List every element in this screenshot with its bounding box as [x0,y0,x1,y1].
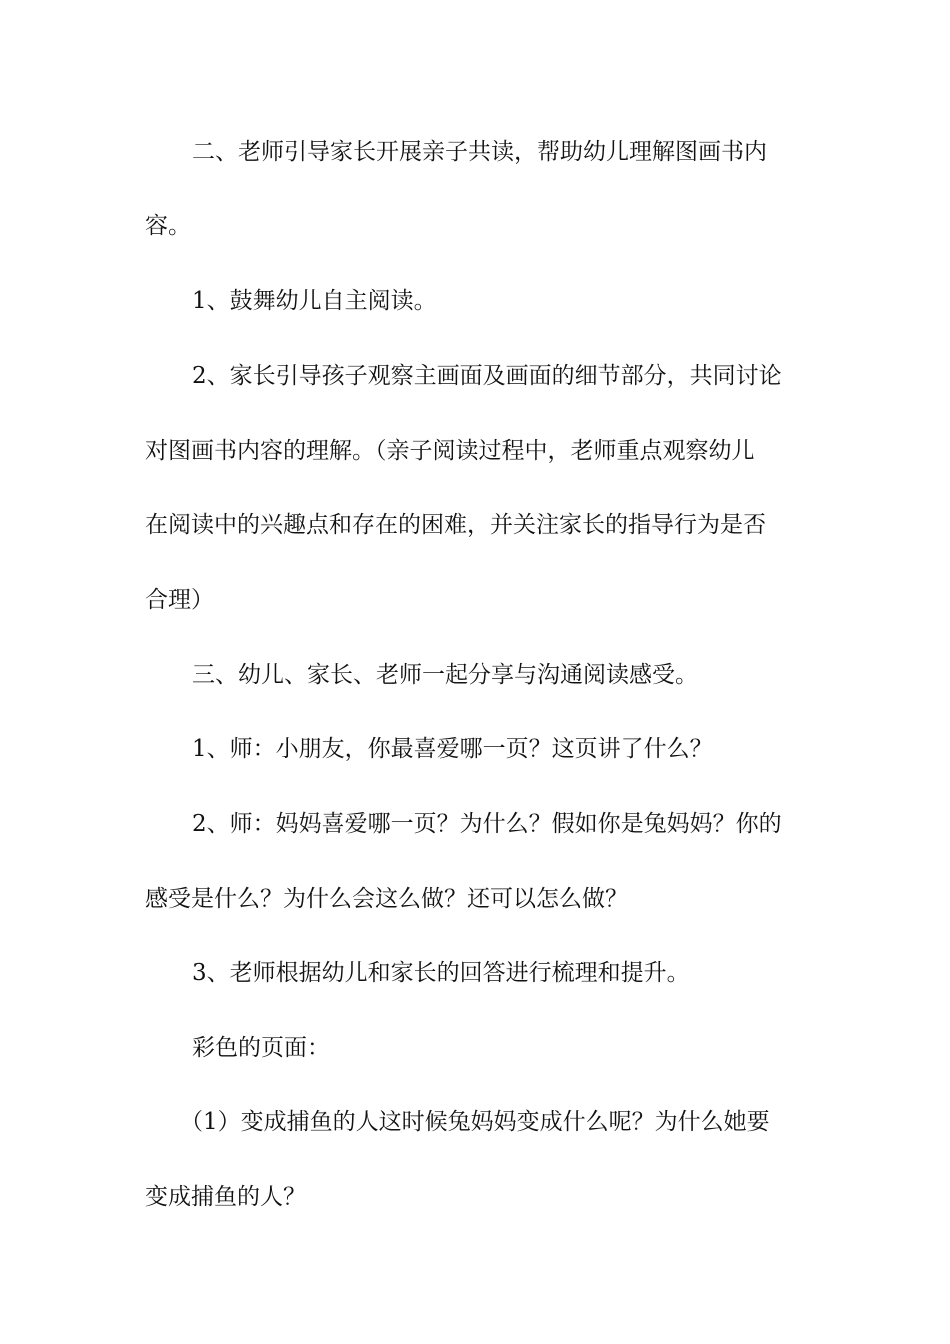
paragraph-line: 3、老师根据幼儿和家长的回答进行梳理和提升。 [192,960,690,986]
paragraph-line: 二、老师引导家长开展亲子共读，帮助幼儿理解图画书内 [192,139,767,165]
paragraph-line: 2、师：妈妈喜爱哪一页？为什么？假如你是兔妈妈？你的 [192,811,782,837]
paragraph-line: 容。 [145,213,191,239]
paragraph-line: 对图画书内容的理解。（亲子阅读过程中，老师重点观察幼儿 [145,438,755,464]
paragraph-line: 2、家长引导孩子观察主画面及画面的细节部分，共同讨论 [192,363,782,389]
paragraph-line: 1、师：小朋友，你最喜爱哪一页？这页讲了什么？ [192,736,713,762]
paragraph-line: 三、幼儿、家长、老师一起分享与沟通阅读感受。 [192,662,698,688]
paragraph-line: 1、鼓舞幼儿自主阅读。 [192,288,437,314]
paragraph-line: 在阅读中的兴趣点和存在的困难，并关注家长的指导行为是否 [145,512,766,538]
paragraph-line: 彩色的页面： [192,1035,330,1061]
paragraph-line: 变成捕鱼的人？ [145,1184,306,1210]
paragraph-line: （1）变成捕鱼的人这时候兔妈妈变成什么呢？为什么她要 [180,1109,770,1135]
paragraph-line: 合理） [145,587,214,613]
paragraph-line: 感受是什么？为什么会这么做？还可以怎么做？ [145,886,628,912]
